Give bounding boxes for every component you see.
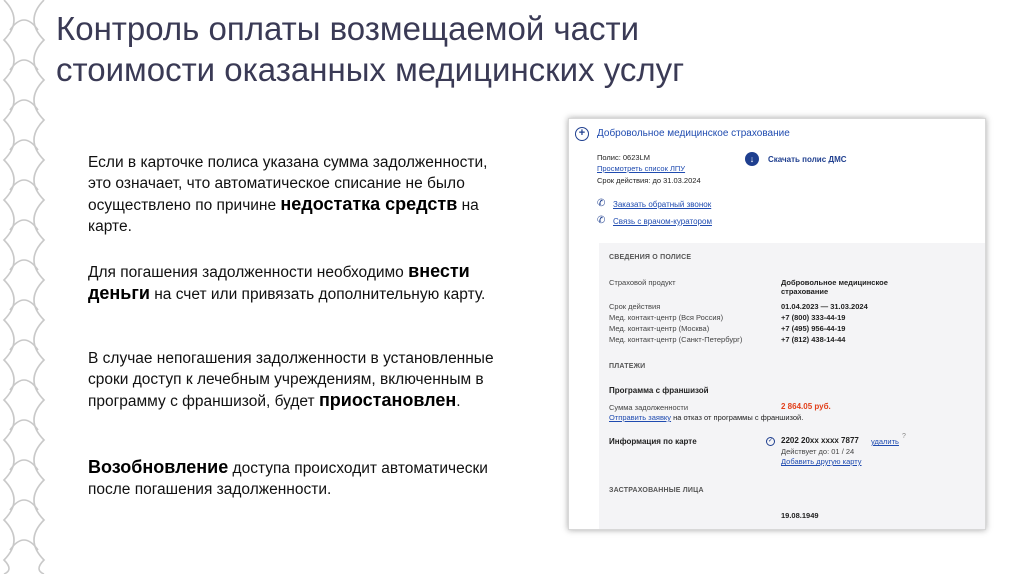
download-policy-button[interactable]: Скачать полис ДМС [768,155,847,164]
phone-icon: ✆ [597,198,606,209]
question-icon[interactable]: ? [902,433,906,440]
title-line-1: Контроль оплаты возмещаемой части [56,10,640,47]
row-value: 01.04.2023 — 31.03.2024 [781,302,868,311]
row-label: Срок действия [609,302,661,311]
row-value: +7 (495) 956-44-19 [781,324,846,333]
row-value: Добровольное медицинское страхование [781,278,888,296]
delete-card-link[interactable]: удалить [871,437,899,446]
chat-icon: ✆ [597,215,606,226]
policy-valid-until: Срок действия: до 31.03.2024 [597,176,701,185]
title-line-2: стоимости оказанных медицинских услуг [56,51,685,88]
decorative-border [0,0,48,574]
add-card-link[interactable]: Добавить другую карту [781,457,862,466]
row-label: Мед. контакт-центр (Санкт-Петербург) [609,335,743,344]
send-request-line: Отправить заявку на отказ от программы с франшизой. [609,413,804,422]
policy-section-title: СВЕДЕНИЯ О ПОЛИСЕ [609,254,692,261]
card-valid-until: Действует до: 01 / 24 [781,447,855,456]
view-lpu-link[interactable]: Просмотреть список ЛПУ [597,164,686,173]
paragraph-3: В случае непогашения задолженности в установленные сроки доступ к лечебным учреждениям, включенным в программу с франшизой, будет приостановлен. [88,350,494,410]
dms-header-link[interactable]: Добровольное медицинское страхование [597,128,790,139]
insured-section-title: ЗАСТРАХОВАННЫЕ ЛИЦА [609,487,704,494]
payments-section-title: ПЛАТЕЖИ [609,363,646,370]
paragraph-4: Возобновление доступа происходит автоматически после погашения задолженности. [88,457,488,498]
row-value: +7 (800) 333-44-19 [781,313,846,322]
paragraph-2: Для погашения задолженности необходимо внести деньги на счет или привязать дополнительную карту. [88,261,486,303]
highlight-renewal: Возобновление [88,457,229,477]
doctor-curator-link[interactable]: Связь с врачом-куратором [613,217,712,226]
check-circle-icon: ✓ [767,438,774,444]
row-label: Мед. контакт-центр (Вся Россия) [609,313,724,322]
highlight-insufficient-funds: недостатка средств [280,194,458,214]
debt-label: Сумма задолженности [609,403,689,412]
paragraph-1: Если в карточке полиса указана сумма задолженности, это означает, что автоматическое списание не было осуществлено по причине недостатка средств на карте. [88,154,488,235]
row-label: Мед. контакт-центр (Москва) [609,324,710,333]
policy-details-panel [599,243,985,529]
insured-birth-date: 19.08.1949 [781,511,819,520]
program-title: Программа с франшизой [609,386,709,395]
send-request-link[interactable]: Отправить заявку [609,413,672,422]
highlight-deposit-money: внести деньги [88,261,470,303]
download-icon[interactable]: ↓ [745,152,759,166]
policy-number: Полис: 0623LM [597,153,650,162]
debt-amount: 2 864.05 руб. [781,402,831,411]
plus-circle-icon: + [575,127,589,141]
card-number: 2202 20xx xxxx 7877 [781,436,859,445]
highlight-suspended: приостановлен [318,390,457,410]
slide-title [56,8,956,90]
row-label: Страховой продукт [609,278,676,287]
policy-card-screenshot [568,118,986,530]
row-value: +7 (812) 438-14-44 [781,335,846,344]
callback-link[interactable]: Заказать обратный звонок [613,200,712,209]
card-info-label: Информация по карте [609,437,697,446]
